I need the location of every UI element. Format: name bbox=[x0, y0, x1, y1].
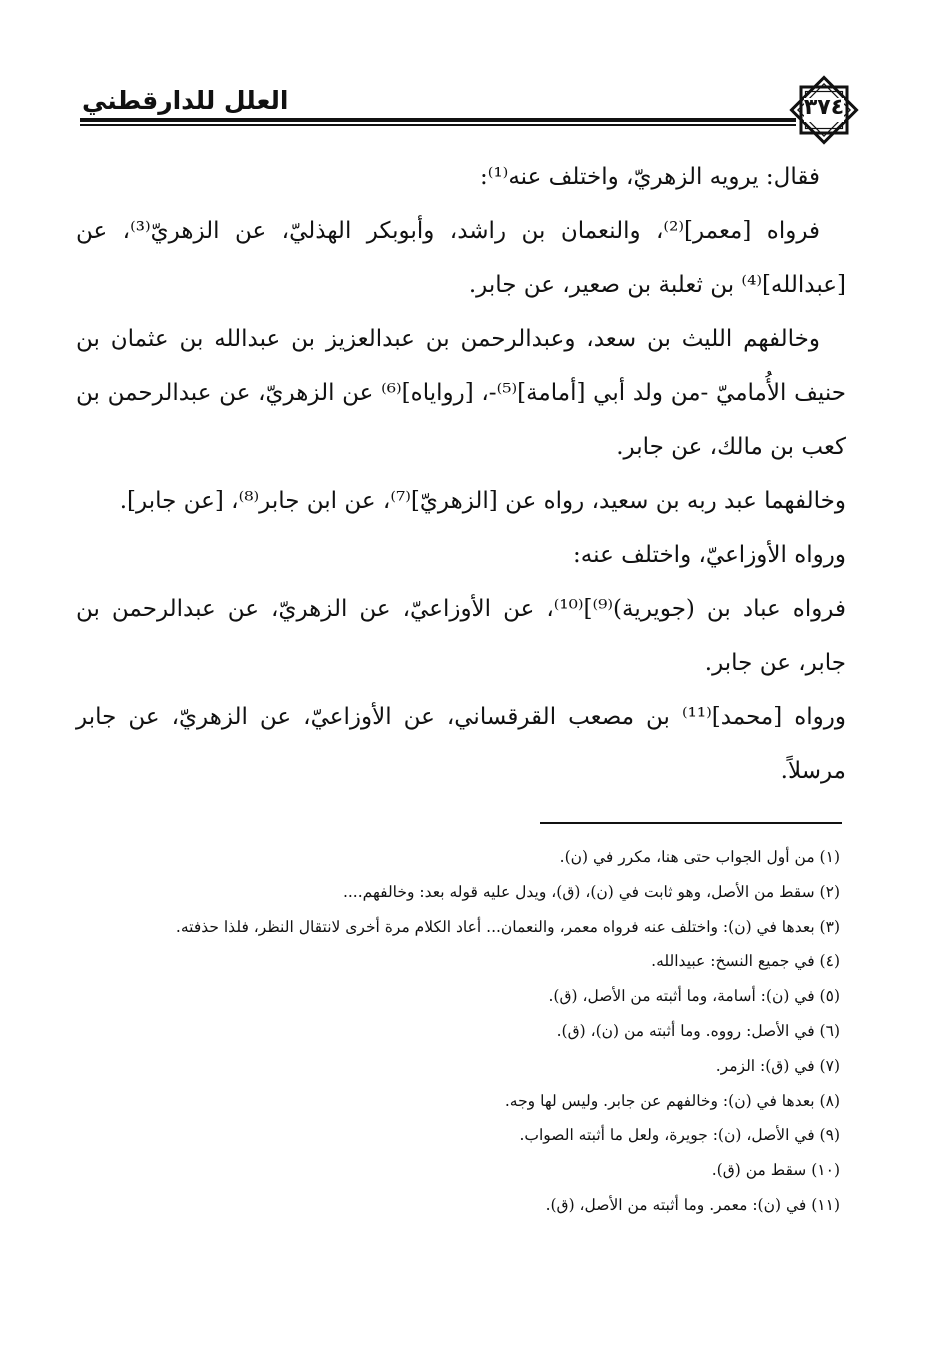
footnote-separator bbox=[540, 822, 842, 824]
footnote: (٢) سقط من الأصل، وهو ثابت في (ن)، (ق)، ويدل عليه قوله بعد: وخالفهم.... bbox=[342, 882, 840, 901]
page-header bbox=[80, 72, 860, 142]
footnote: (٨) بعدها في (ن): وخالفهم عن جابر. وليس لها وجه. bbox=[504, 1091, 840, 1110]
paragraph: وخالفهم الليث بن سعد، وعبدالرحمن بن عبدالعزيز بن عبدالله بن عثمان بن حنيف الأُماميّ -من ولد أبي [أمامة]⁽⁵⁾-، [رواياه]⁽⁶⁾ عن الزهريّ، عن عبدالرحمن بن كعب بن مالك، عن جابر. bbox=[76, 326, 846, 460]
footnote: (١) من أول الجواب حتى هنا، مكرر في (ن). bbox=[559, 848, 840, 866]
paragraph: ورواه الأوزاعيّ، واختلف عنه: bbox=[573, 542, 846, 568]
paragraph: وخالفهما عبد ربه بن سعيد، رواه عن [الزهريّ]⁽⁷⁾، عن ابن جابر⁽⁸⁾، [عن جابر]. bbox=[119, 488, 846, 514]
footnotes bbox=[96, 840, 840, 1223]
footnote: (٦) في الأصل: رووه. وما أثبته من (ن)، (ق). bbox=[556, 1021, 840, 1040]
header-rule-thick bbox=[80, 118, 796, 122]
footnote: (١٠) سقط من (ق). bbox=[711, 1161, 840, 1180]
paragraph: فرواه عباد بن (جويرية)⁽⁹⁾]⁽¹⁰⁾، عن الأوزاعيّ، عن الزهريّ، عن عبدالرحمن بن جابر، عن جابر. bbox=[76, 596, 846, 676]
footnote: (١١) في (ن): معمر. وما أثبته من الأصل، (ق). bbox=[545, 1195, 840, 1214]
paragraph: فقال: يرويه الزهريّ، واختلف عنه⁽¹⁾: bbox=[480, 164, 820, 190]
footnote: (٣) بعدها في (ن): واختلف عنه فرواه معمر، والنعمان... أعاد الكلام مرة أخرى لانتقال النظر، فلذا حذفته. bbox=[175, 917, 840, 936]
paragraph: ورواه [محمد]⁽¹¹⁾ بن مصعب القرقساني، عن الأوزاعيّ، عن الزهريّ، عن جابر مرسلاً. bbox=[76, 704, 846, 784]
header-rule-thin bbox=[80, 124, 796, 126]
paragraph: فرواه [معمر]⁽²⁾، والنعمان بن راشد، وأبوبكر الهذليّ، عن الزهريّ⁽³⁾، عن [عبدالله]⁽⁴⁾ بن ثعلبة بن صعير، عن جابر. bbox=[76, 218, 846, 298]
footnote: (٤) في جميع النسخ: عبيدالله. bbox=[651, 952, 840, 971]
book-title: العلل للدارقطني bbox=[82, 86, 289, 115]
main-text bbox=[76, 150, 846, 798]
footnote: (٥) في (ن): أسامة، وما أثبته من الأصل، (ق). bbox=[548, 987, 840, 1006]
page-number: ٣٧٤ bbox=[803, 95, 845, 120]
footnote: (٩) في الأصل، (ن): جويرة، ولعل ما أثبته الصواب. bbox=[519, 1126, 840, 1145]
footnote: (٧) في (ق): الزمر. bbox=[715, 1056, 840, 1075]
page-number-badge bbox=[788, 74, 860, 146]
